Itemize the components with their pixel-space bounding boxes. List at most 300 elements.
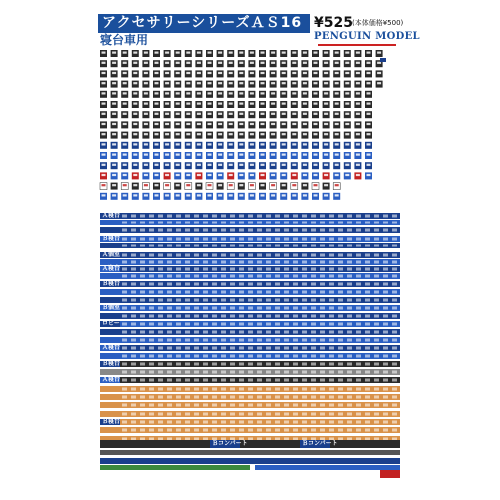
stripe-tick xyxy=(302,254,307,257)
stripe-tick xyxy=(248,222,253,224)
plate-inset xyxy=(112,52,116,54)
stripe-tick xyxy=(221,371,226,374)
plate-inset xyxy=(208,133,212,135)
stripe-tick xyxy=(185,254,190,257)
stripe-tick xyxy=(293,275,298,278)
stripe-tick xyxy=(257,355,262,358)
brand-underline xyxy=(318,44,396,46)
stripe-tick xyxy=(374,429,379,432)
stripe-tick xyxy=(392,291,397,294)
stripe-tick xyxy=(302,347,307,350)
stripe-tick xyxy=(320,331,325,334)
stripe-tick xyxy=(185,404,190,407)
stripe-tick xyxy=(122,222,127,224)
plate-inset xyxy=(123,72,127,74)
stripe-tick xyxy=(365,268,370,271)
stripe-tick xyxy=(149,388,154,391)
stripe-tick xyxy=(221,238,226,241)
stripe-tick xyxy=(275,371,280,374)
stripe-tick xyxy=(230,396,235,399)
plate-inset xyxy=(282,174,286,176)
plate-inset xyxy=(271,103,275,105)
stripe-tick xyxy=(212,331,217,334)
plate-inset xyxy=(324,62,328,64)
stripe-tick xyxy=(320,421,325,424)
stripe-tick xyxy=(248,347,253,350)
stripe-tick xyxy=(194,315,199,318)
plate-inset xyxy=(271,113,275,115)
plate-inset xyxy=(324,113,328,115)
plate-inset xyxy=(176,92,180,94)
plate-inset xyxy=(123,194,127,196)
stripe-tick xyxy=(392,283,397,286)
plate-inset xyxy=(250,174,254,176)
plate-inset xyxy=(133,143,137,145)
stripe-tick xyxy=(122,275,127,278)
stripe-tick xyxy=(158,254,163,257)
plate-inset xyxy=(345,164,349,166)
plate-inset xyxy=(335,154,339,156)
stripe-tick xyxy=(167,254,172,257)
stripe-tick xyxy=(140,355,145,358)
plate-inset xyxy=(356,123,360,125)
stripe-tick xyxy=(248,413,253,416)
plate-inset xyxy=(250,52,254,54)
plate-inset xyxy=(197,123,201,125)
plate-inset xyxy=(229,123,233,125)
plate-inset xyxy=(123,113,127,115)
plate-inset xyxy=(356,92,360,94)
plate-inset xyxy=(197,52,201,54)
stripe-tick xyxy=(356,299,361,302)
plate-inset xyxy=(292,133,296,135)
stripe-tick xyxy=(230,215,235,218)
stripe-tick xyxy=(194,283,199,286)
stripe-tick xyxy=(392,222,397,224)
plate-inset xyxy=(102,184,106,186)
stripe-tick xyxy=(239,268,244,271)
stripe-tick xyxy=(248,388,253,391)
plate-inset xyxy=(208,82,212,84)
stripe-tick xyxy=(302,299,307,302)
plate-inset xyxy=(144,123,148,125)
stripe-tick xyxy=(311,421,316,424)
plate-inset xyxy=(208,52,212,54)
stripe-tick xyxy=(230,323,235,326)
stripe-tick xyxy=(185,347,190,350)
plate-inset xyxy=(144,82,148,84)
plate-inset xyxy=(123,174,127,176)
stripe-tick xyxy=(203,291,208,294)
stripe-tick xyxy=(248,323,253,326)
stripe-tick xyxy=(338,275,343,278)
plate-inset xyxy=(144,62,148,64)
stripe-tick xyxy=(311,291,316,294)
plate-inset xyxy=(112,133,116,135)
stripe-tick xyxy=(338,379,343,382)
plate-inset xyxy=(165,72,169,74)
stripe-tick xyxy=(338,339,343,342)
plate-inset xyxy=(112,62,116,64)
stripe-tick xyxy=(248,363,253,366)
stripe-tick xyxy=(239,275,244,278)
stripe-tick xyxy=(383,421,388,424)
stripe-tick xyxy=(338,404,343,407)
stripe-tick xyxy=(131,283,136,286)
stripe-tick xyxy=(383,331,388,334)
stripe-tick xyxy=(140,339,145,342)
stripe-tick xyxy=(203,238,208,241)
stripe-tick xyxy=(203,421,208,424)
stripe-tick xyxy=(239,222,244,224)
plate-inset xyxy=(345,154,349,156)
footer-strip xyxy=(255,465,400,470)
stripe-tick xyxy=(149,291,154,294)
plate-inset xyxy=(282,194,286,196)
stripe-tick xyxy=(365,222,370,224)
stripe-tick xyxy=(176,261,181,264)
stripe-tick xyxy=(239,315,244,318)
stripe-tick xyxy=(338,347,343,350)
plate-inset xyxy=(102,164,106,166)
stripe-tick xyxy=(392,421,397,424)
stripe-tick xyxy=(293,379,298,382)
stripe-tick xyxy=(239,339,244,342)
plate-inset xyxy=(292,194,296,196)
stripe-tick xyxy=(347,275,352,278)
stripe-tick xyxy=(257,323,262,326)
stripe-tick xyxy=(248,355,253,358)
stripe-tick xyxy=(392,396,397,399)
stripe-tick xyxy=(230,254,235,257)
stripe-tick xyxy=(212,347,217,350)
stripe-tick xyxy=(392,238,397,241)
stripe-tick xyxy=(383,299,388,302)
plate-inset xyxy=(155,154,159,156)
plate-inset xyxy=(155,113,159,115)
stripe-tick xyxy=(293,268,298,271)
stripe-tick xyxy=(338,355,343,358)
stripe-tick xyxy=(302,291,307,294)
stripe-tick xyxy=(230,363,235,366)
stripe-tick xyxy=(131,245,136,247)
plate-inset xyxy=(282,133,286,135)
plate-inset xyxy=(335,164,339,166)
stripe-tick xyxy=(212,307,217,310)
stripe-tick xyxy=(230,268,235,271)
plate-inset xyxy=(282,123,286,125)
stripe-tick xyxy=(158,245,163,247)
stripe-tick xyxy=(140,379,145,382)
stripe-tick xyxy=(320,254,325,257)
stripe-tick xyxy=(275,331,280,334)
plate-inset xyxy=(314,194,318,196)
stripe-tick xyxy=(302,363,307,366)
stripe-tick xyxy=(329,299,334,302)
stripe-tick xyxy=(311,222,316,224)
stripe-tick xyxy=(356,291,361,294)
stripe-tick xyxy=(230,379,235,382)
stripe-tick xyxy=(311,299,316,302)
plate-inset xyxy=(261,72,265,74)
stripe-tick xyxy=(347,331,352,334)
stripe-tick xyxy=(257,429,262,432)
stripe-tick xyxy=(284,291,289,294)
plate-inset xyxy=(229,194,233,196)
stripe-tick xyxy=(194,339,199,342)
plate-inset xyxy=(102,133,106,135)
stripe-tick xyxy=(248,229,253,232)
stripe-tick xyxy=(194,331,199,334)
stripe-tick xyxy=(122,363,127,366)
plate-inset xyxy=(155,194,159,196)
stripe-tick xyxy=(212,268,217,271)
stripe-tick xyxy=(140,396,145,399)
stripe-tick xyxy=(212,355,217,358)
plate-inset xyxy=(356,143,360,145)
price-label: ¥525 xyxy=(314,15,353,31)
stripe-tick xyxy=(356,245,361,247)
stripe-tick xyxy=(356,238,361,241)
stripe-tick xyxy=(392,275,397,278)
stripe-tick xyxy=(239,291,244,294)
plate-inset xyxy=(282,164,286,166)
stripe-tick xyxy=(194,323,199,326)
stripe-tick xyxy=(329,291,334,294)
plate-inset xyxy=(176,82,180,84)
stripe-tick xyxy=(140,388,145,391)
stripe-tick xyxy=(356,307,361,310)
plate-inset xyxy=(314,133,318,135)
stripe-tick xyxy=(293,261,298,264)
plate-inset xyxy=(250,72,254,74)
plate-inset xyxy=(186,103,190,105)
plate-inset xyxy=(197,62,201,64)
plate-inset xyxy=(208,103,212,105)
plate-inset xyxy=(261,184,265,186)
stripe-tick xyxy=(122,339,127,342)
stripe-tick xyxy=(239,363,244,366)
stripe-tick xyxy=(347,363,352,366)
stripe-tick xyxy=(365,299,370,302)
stripe-tick xyxy=(320,396,325,399)
stripe-tick xyxy=(194,363,199,366)
stripe-tick xyxy=(230,307,235,310)
plate-inset xyxy=(176,72,180,74)
stripe-tick xyxy=(140,222,145,224)
plate-inset xyxy=(229,52,233,54)
stripe-tick xyxy=(221,413,226,416)
stripe-tick xyxy=(365,291,370,294)
stripe-tick xyxy=(194,222,199,224)
plate-inset xyxy=(123,82,127,84)
stripe-tick xyxy=(320,379,325,382)
plate-inset xyxy=(345,92,349,94)
stripe-tick xyxy=(185,323,190,326)
stripe-tick xyxy=(140,371,145,374)
stripe-tick xyxy=(293,396,298,399)
stripe-tick xyxy=(131,291,136,294)
stripe-tick xyxy=(248,339,253,342)
stripe-tick xyxy=(275,261,280,264)
stripe-tick xyxy=(311,429,316,432)
stripe-tick xyxy=(167,355,172,358)
plate-inset xyxy=(324,154,328,156)
stripe-tick xyxy=(356,222,361,224)
stripe-tick xyxy=(302,413,307,416)
stripe-tick xyxy=(374,315,379,318)
plate-inset xyxy=(155,174,159,176)
stripe-tick xyxy=(374,355,379,358)
stripe-tick xyxy=(122,331,127,334)
stripe-tick xyxy=(140,315,145,318)
stripe-tick xyxy=(122,347,127,350)
plate-inset xyxy=(229,174,233,176)
stripe-tick xyxy=(140,215,145,218)
stripe-tick xyxy=(311,254,316,257)
plate-inset xyxy=(303,103,307,105)
plate-inset xyxy=(133,82,137,84)
plate-inset xyxy=(271,82,275,84)
stripe-tick xyxy=(158,421,163,424)
stripe-tick xyxy=(221,339,226,342)
plate-inset xyxy=(176,52,180,54)
stripe-tick xyxy=(230,222,235,224)
plate-inset xyxy=(271,123,275,125)
plate-inset xyxy=(218,92,222,94)
plate-inset xyxy=(367,133,371,135)
footer-strip xyxy=(100,458,400,464)
plate-inset xyxy=(271,92,275,94)
plate-inset xyxy=(144,72,148,74)
stripe-tick xyxy=(338,299,343,302)
stripe-tick xyxy=(176,291,181,294)
stripe-tick xyxy=(185,215,190,218)
stripe-tick xyxy=(338,238,343,241)
stripe-tick xyxy=(257,421,262,424)
plate-inset xyxy=(356,113,360,115)
plate-inset xyxy=(292,154,296,156)
stripe-tick xyxy=(257,339,262,342)
stripe-tick xyxy=(329,429,334,432)
stripe-tick xyxy=(248,404,253,407)
stripe-tick xyxy=(338,331,343,334)
stripe-tick xyxy=(356,229,361,232)
stripe-tick xyxy=(338,215,343,218)
stripe-tick xyxy=(176,339,181,342)
stripe-tick xyxy=(131,347,136,350)
plate-inset xyxy=(314,92,318,94)
stripe-tick xyxy=(149,421,154,424)
stripe-tick xyxy=(329,215,334,218)
plate-inset xyxy=(208,164,212,166)
plate-inset xyxy=(303,123,307,125)
stripe-tick xyxy=(293,245,298,247)
plate-inset xyxy=(292,184,296,186)
plate-inset xyxy=(261,62,265,64)
stripe-tick xyxy=(167,245,172,247)
stripe-tick xyxy=(212,275,217,278)
stripe-tick xyxy=(284,238,289,241)
stripe-tick xyxy=(320,413,325,416)
stripe-tick xyxy=(302,396,307,399)
stripe-tick xyxy=(347,388,352,391)
stripe-tick xyxy=(140,245,145,247)
stripe-tick xyxy=(230,299,235,302)
stripe-label: Ａ寝台 xyxy=(102,212,121,219)
stripe-tick xyxy=(203,245,208,247)
plate-inset xyxy=(261,154,265,156)
stripe-tick xyxy=(131,315,136,318)
stripe-tick xyxy=(167,261,172,264)
stripe-tick xyxy=(329,261,334,264)
plate-inset xyxy=(165,184,169,186)
stripe-tick xyxy=(329,347,334,350)
plate-inset xyxy=(144,92,148,94)
plate-inset xyxy=(261,123,265,125)
stripe-tick xyxy=(356,215,361,218)
stripe-tick xyxy=(383,245,388,247)
plate-inset xyxy=(197,133,201,135)
stripe-tick xyxy=(257,245,262,247)
stripe-tick xyxy=(329,254,334,257)
stripe-tick xyxy=(194,275,199,278)
plate-inset xyxy=(356,133,360,135)
stripe-tick xyxy=(347,396,352,399)
stripe-tick xyxy=(239,238,244,241)
plate-inset xyxy=(176,123,180,125)
stripe-tick xyxy=(365,283,370,286)
stripe-tick xyxy=(212,363,217,366)
stripe-tick xyxy=(293,291,298,294)
plate-inset xyxy=(282,154,286,156)
stripe-tick xyxy=(284,347,289,350)
stripe-tick xyxy=(347,238,352,241)
plate-inset xyxy=(324,194,328,196)
stripe-tick xyxy=(176,388,181,391)
plate-inset xyxy=(112,113,116,115)
stripe-label: ロビー xyxy=(102,320,120,327)
stripe-tick xyxy=(131,339,136,342)
stripe-tick xyxy=(176,421,181,424)
plate-inset xyxy=(324,72,328,74)
stripe-tick xyxy=(383,275,388,278)
stripe-tick xyxy=(392,261,397,264)
stripe-tick xyxy=(329,229,334,232)
stripe-tick xyxy=(383,254,388,257)
stripe-tick xyxy=(302,355,307,358)
plate-inset xyxy=(345,82,349,84)
price-note: (本体価格¥500) xyxy=(352,19,404,27)
stripe-tick xyxy=(275,254,280,257)
stripe-tick xyxy=(284,404,289,407)
stripe-tick xyxy=(203,307,208,310)
stripe-tick xyxy=(311,396,316,399)
stripe-tick xyxy=(140,404,145,407)
plate-inset xyxy=(123,52,127,54)
stripe-tick xyxy=(221,254,226,257)
stripe-tick xyxy=(266,238,271,241)
plate-inset xyxy=(197,103,201,105)
stripe-tick xyxy=(365,229,370,232)
plate-inset xyxy=(176,143,180,145)
stripe-tick xyxy=(266,323,271,326)
plate-inset xyxy=(239,92,243,94)
plate-inset xyxy=(186,164,190,166)
stripe-tick xyxy=(347,371,352,374)
stripe-tick xyxy=(239,396,244,399)
stripe-tick xyxy=(293,215,298,218)
